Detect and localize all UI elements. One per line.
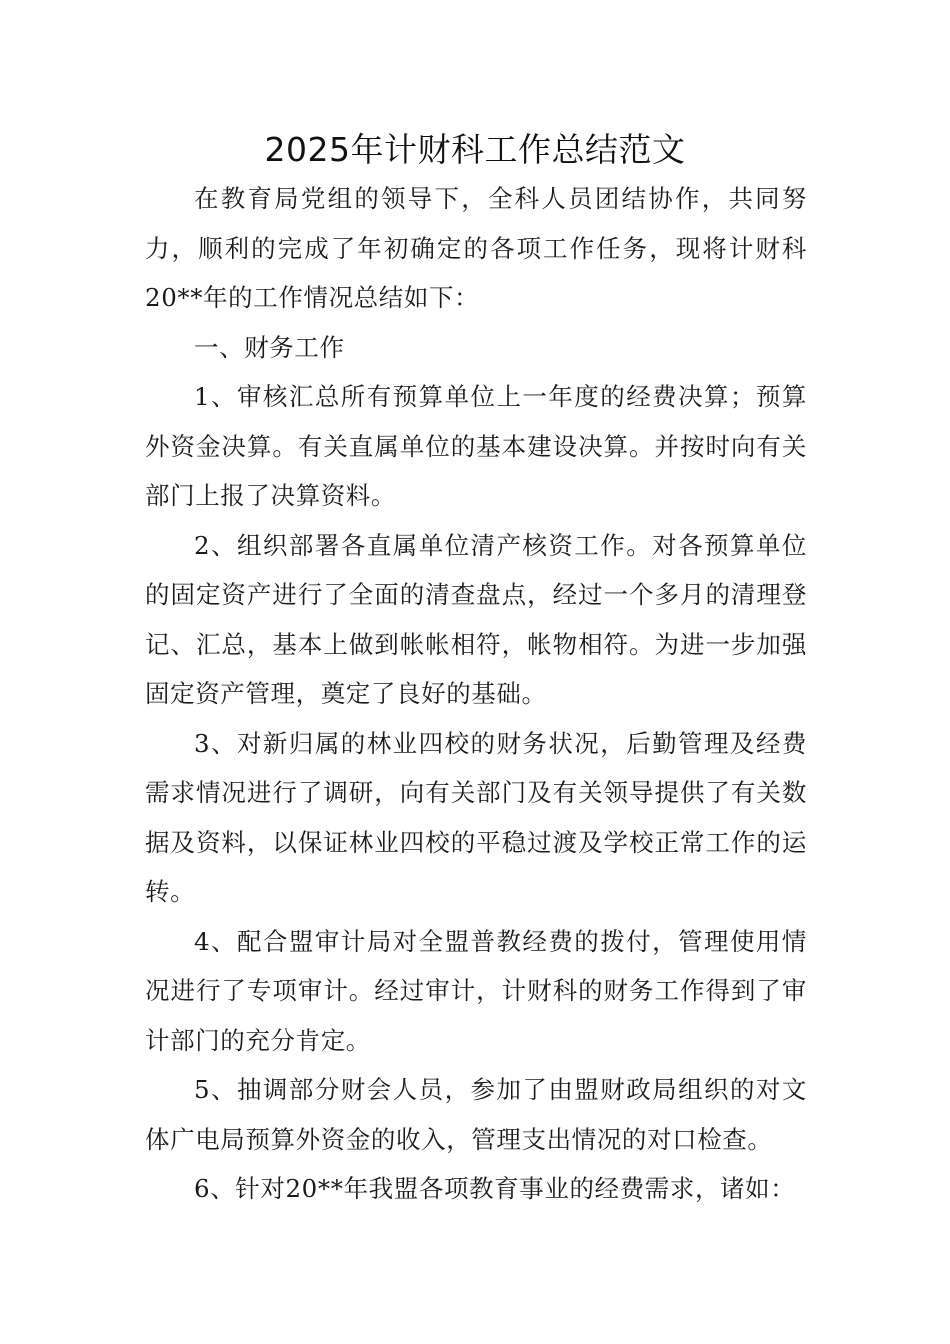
paragraph-item-1: 1、审核汇总所有预算单位上一年度的经费决算；预算外资金决算。有关直属单位的基本建设决算。并按时向有关部门上报了决算资料。 (145, 382, 807, 510)
document-body (145, 174, 807, 1214)
paragraph-item-4: 4、配合盟审计局对全盟普教经费的拨付，管理使用情况进行了专项审计。经过审计，计财科的财务工作得到了审计部门的充分肯定。 (145, 926, 807, 1055)
paragraph-item-5: 5、抽调部分财会人员，参加了由盟财政局组织的对文体广电局预算外资金的收入，管理支出情况的对口检查。 (145, 1075, 807, 1154)
document-title: 2025年计财科工作总结范文 (264, 130, 686, 169)
paragraph-item-2: 2、组织部署各直属单位清产核资工作。对各预算单位的固定资产进行了全面的清查盘点，经过一个多月的清理登记、汇总，基本上做到帐帐相符，帐物相符。为进一步加强固定资产管理，奠定了良好的基础。 (145, 530, 807, 708)
paragraph-intro: 在教育局党组的领导下，全科人员团结协作，共同努力，顺利的完成了年初确定的各项工作任务，现将计财科20**年的工作情况总结如下： (145, 184, 807, 312)
section-heading-finance: 一、财务工作 (194, 332, 345, 362)
paragraph-item-3: 3、对新归属的林业四校的财务状况，后勤管理及经费需求情况进行了调研，向有关部门及有关领导提供了有关数据及资料，以保证林业四校的平稳过渡及学校正常工作的运转。 (145, 728, 807, 906)
paragraph-item-6: 6、针对20**年我盟各项教育事业的经费需求，诸如： (194, 1174, 796, 1203)
